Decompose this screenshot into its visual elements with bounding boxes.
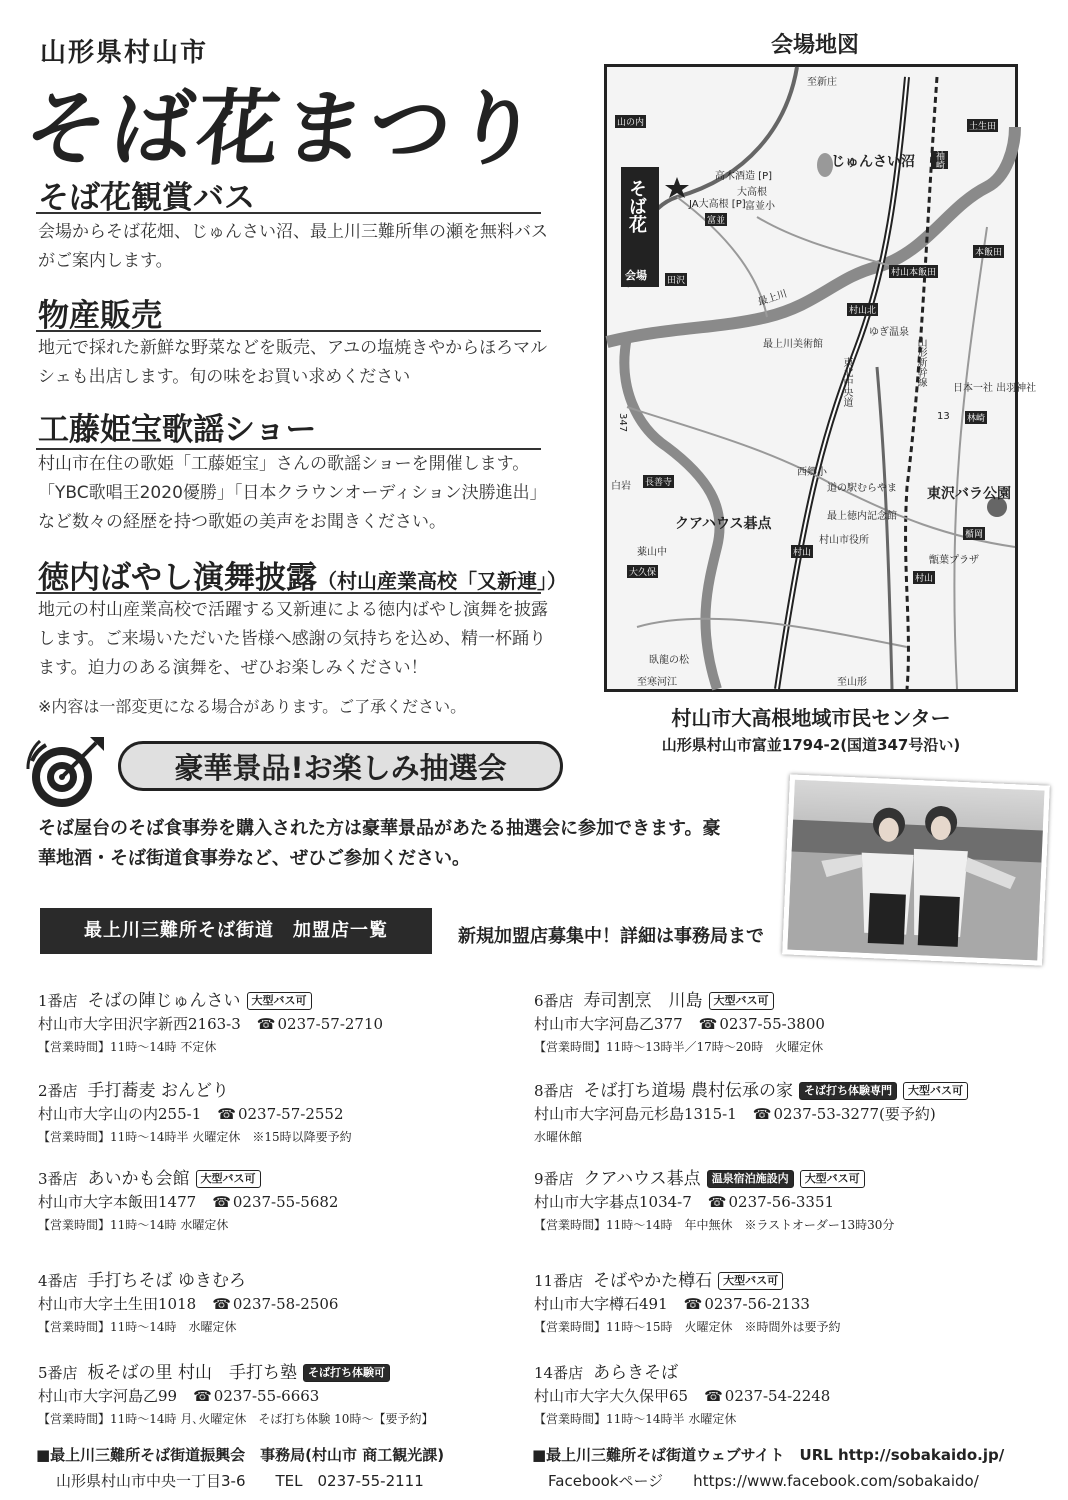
map-label-bara: 東沢バラ公園: [927, 486, 1011, 502]
shop-contact-line: [38, 1191, 528, 1212]
map-label-yamanouchi: 山の内: [615, 115, 646, 128]
map-label-tsuchiuda: 土生田: [967, 119, 998, 132]
shop-entry: [38, 1164, 528, 1233]
shop-contact-line: [38, 1013, 528, 1034]
shop-hours: 【営業時間】11時～14時 年中無休 ※ラストオーダー13時30分: [534, 1218, 895, 1232]
shop-phone[interactable]: ☎ 0237-55-5682: [212, 1193, 338, 1211]
map-label-takagi: 高木酒造 [P]: [715, 171, 773, 182]
map-label-ohtakane: 大高根: [737, 187, 767, 198]
map-label-tohoku: 東北中央道: [841, 357, 852, 407]
section-dance-subtitle: （村山産業高校「又新連」）: [317, 569, 567, 593]
map-label-mogami-river: 最上川: [756, 288, 789, 309]
map-label-kaigen: 甑葉プラザ: [929, 555, 979, 566]
shop-name: あいかも会館: [87, 1169, 190, 1189]
shop-tag: 大型バス可: [709, 992, 774, 1010]
shop-hours: 【営業時間】11時～14時 不定休: [38, 1040, 217, 1054]
shop-hours: 【営業時間】11時～14時半 火曜定休 ※15時以降要予約: [38, 1130, 352, 1144]
shop-name: 寿司割烹 川島: [583, 991, 703, 1011]
shop-contact-line: [534, 1103, 1024, 1124]
map-label-r347: 347: [617, 413, 628, 433]
shop-hours: 【営業時間】11時～14時 水曜定休: [38, 1320, 237, 1334]
map-label-tominami-school: 富並小: [745, 201, 775, 212]
shop-address: 村山市大字碁点1034-7: [534, 1193, 692, 1211]
shop-number: 3番店: [38, 1170, 78, 1188]
shop-name: そばの陣じゅんさい: [87, 991, 241, 1011]
map-label-hayashi: 林崎: [965, 411, 987, 424]
shop-tag: 大型バス可: [800, 1170, 865, 1188]
shop-entry: [534, 1266, 1024, 1335]
shop-hours: 【営業時間】11時～14時半 水曜定休: [534, 1412, 737, 1426]
map-title: 会場地図: [770, 33, 859, 58]
section-dance-title: [38, 552, 567, 597]
shop-name: 手打ちそば ゆきむろ: [87, 1271, 246, 1291]
shop-number: 5番店: [38, 1364, 78, 1382]
shops-list-header: 最上川三難所そば街道 加盟店一覧: [40, 908, 432, 954]
map-label-yakushi: 薬山中: [637, 547, 667, 558]
shop-entry: [534, 1076, 1024, 1145]
map-label-to-sagae: 至寒河江: [637, 677, 677, 688]
map-label-kurhaus: クアハウス碁点: [675, 516, 772, 532]
shop-entry: [534, 1164, 1024, 1233]
shop-contact-line: [534, 1293, 1024, 1314]
shop-tag: そば打ち体験専門: [799, 1082, 897, 1100]
shop-name: あらきそば: [593, 1363, 679, 1383]
shop-contact-line: [38, 1385, 528, 1406]
map-label-tokunai: 最上徳内記念館: [827, 511, 897, 522]
section-market-title: 物産販売: [38, 298, 162, 334]
map-label-ic-hagi: 村山北: [847, 303, 878, 316]
shop-phone[interactable]: ☎ 0237-57-2552: [217, 1105, 343, 1123]
map-label-nishigou: 西郷小: [797, 467, 827, 478]
shop-number: 2番店: [38, 1082, 78, 1100]
map-label-shiyakusho: 村山市役所: [819, 535, 869, 546]
map-label-motoida: 本飯田: [973, 245, 1004, 258]
shop-number: 1番店: [38, 992, 78, 1010]
map-label-nagasaki: 長善寺: [643, 475, 674, 488]
map-label-sobahana: そば花: [626, 179, 647, 233]
shop-phone[interactable]: ☎ 0237-53-3277(要予約): [753, 1105, 936, 1123]
map-label-tazawa: 田沢: [665, 273, 687, 286]
shop-phone[interactable]: ☎ 0237-56-3351: [708, 1193, 834, 1211]
shop-phone[interactable]: ☎ 0237-55-3800: [699, 1015, 825, 1033]
change-note: ※内容は一部変更になる場合があります。ご了承ください。: [38, 697, 467, 716]
map-label-michinoeki: 道の駅むらやま: [827, 483, 897, 494]
shop-address: 村山市大字河島乙377: [534, 1015, 683, 1033]
shop-title-line: [38, 986, 528, 1011]
map-label-ohkubo: 大久保: [627, 565, 658, 578]
map-label-sodesaki: 袖崎: [931, 151, 948, 169]
event-title: そば花まつり: [20, 81, 547, 177]
shop-phone[interactable]: ☎ 0237-56-2133: [684, 1295, 810, 1313]
shop-address: 村山市大字土生田1018: [38, 1295, 197, 1313]
target-icon: [20, 733, 110, 813]
recruit-notice: 新規加盟店募集中！詳細は事務局まで: [458, 926, 764, 947]
map-label-ja: JA大高根 [P]: [689, 199, 746, 210]
shop-tag: 大型バス可: [903, 1082, 968, 1100]
shop-title-line: [534, 1076, 1024, 1101]
venue-name: 村山市大高根地域市民センター: [671, 706, 951, 730]
shop-contact-line: [534, 1385, 1024, 1406]
shop-address: 村山市大字田沢字新西2163-3: [38, 1015, 241, 1033]
shop-hours: 【営業時間】11時～14時 月､火曜定休 そば打ち体験 10時～【要予約】: [38, 1412, 434, 1426]
map-label-shirako: 白岩: [611, 481, 631, 492]
shop-hours: 【営業時間】11時～15時 火曜定休 ※時間外は要予約: [534, 1320, 841, 1334]
shop-contact-line: [38, 1103, 528, 1124]
prefecture-label: 山形県村山市: [40, 38, 209, 68]
shop-address: 村山市大字大久保甲65: [534, 1387, 689, 1405]
shop-title-line: [38, 1076, 528, 1101]
section-divider: [36, 330, 541, 332]
shop-number: 6番店: [534, 992, 574, 1010]
shop-address: 村山市大字樽石491: [534, 1295, 668, 1313]
section-bus-title: そば花観賞バス: [38, 180, 255, 216]
shop-name: そば打ち道場 農村伝承の家: [583, 1081, 793, 1101]
shop-name: 板そばの里 村山 手打ち塾: [87, 1363, 297, 1383]
shop-address: 村山市大字河島元杉島1315-1: [534, 1105, 737, 1123]
dancers-photo: [782, 774, 1050, 965]
shop-title-line: [534, 1358, 1024, 1383]
shop-tag: そば打ち体験可: [303, 1364, 390, 1382]
shop-tag: 大型バス可: [196, 1170, 261, 1188]
map-label-museum: 最上川美術館: [763, 339, 823, 350]
map-label-to-yamagata: 至山形: [837, 677, 867, 688]
footer-website[interactable]: ■最上川三難所そば街道ウェブサイト URL http://sobakaido.jp/: [532, 1446, 1005, 1464]
lottery-text: そば屋台のそば食事券を購入された方は豪華景品があたる抽選会に参加できます。豪華地酒・そば街道食事券など、ぜひご参加ください。: [38, 818, 721, 869]
section-dance-body: 地元の村山産業高校で活躍する又新連による徳内ばやし演舞を披露します。ご来場いただいた皆様へ感謝の気持ちを込め、精一杯踊ります。迫力のある演舞を、ぜひお楽しみください！: [38, 600, 548, 678]
shop-tag: 大型バス可: [247, 992, 312, 1010]
shop-tag: 温泉宿泊施設内: [707, 1170, 794, 1188]
map-label-junsai: じゅんさい沼: [831, 154, 915, 170]
shop-number: 14番店: [534, 1364, 584, 1382]
section-market-body: 地元で採れた新鮮な野菜などを販売、アユの塩焼きやからほろマルシェも出店します。旬の味をお買い求めください: [38, 338, 548, 387]
shop-title-line: [38, 1358, 528, 1383]
shop-phone[interactable]: ☎ 0237-54-2248: [704, 1387, 830, 1405]
map-label-ic-murayama: 村山: [791, 545, 813, 558]
shop-entry: [38, 1266, 528, 1335]
map-label-nihon: 日本一社 出羽神社: [953, 383, 1037, 394]
shop-number: 8番店: [534, 1082, 574, 1100]
shop-name: クアハウス碁点: [583, 1169, 701, 1189]
map-label-tatsuno: 楯岡: [963, 527, 985, 540]
map-label-sakura: 臥龍の松: [649, 655, 689, 666]
map-label-fusen: 富並: [705, 213, 727, 226]
footer-org-address: 山形県村山市中央一丁目3-6 TEL 0237-55-2111: [56, 1472, 424, 1490]
shop-hours: 水曜休館: [534, 1130, 583, 1144]
shop-address: 村山市大字本飯田1477: [38, 1193, 197, 1211]
shop-entry: [38, 1076, 528, 1145]
section-show-body: 村山市在住の歌姫「工藤姫宝」さんの歌謡ショーを開催します。「YBC歌唱王2020優勝」「日本クラウンオーディション決勝進出」など数々の経歴を持つ歌姫の美声をお聞きください。: [38, 454, 547, 532]
shop-entry: [38, 1358, 528, 1427]
shop-title-line: [38, 1164, 528, 1189]
shop-tag: 大型バス可: [718, 1272, 783, 1290]
map-label-to-shinjo: 至新庄: [807, 77, 837, 88]
venue-map: [604, 64, 1037, 692]
shop-contact-line: [38, 1293, 528, 1314]
shop-number: 11番店: [534, 1272, 584, 1290]
shop-address: 村山市大字山の内255-1: [38, 1105, 202, 1123]
shop-title-line: [534, 1266, 1024, 1291]
section-divider: [36, 212, 541, 214]
venue-address: 山形県村山市富並1794-2(国道347号沿い): [661, 736, 961, 754]
footer-org: ■最上川三難所そば街道振興会 事務局(村山市 商工観光課): [36, 1446, 445, 1464]
map-label-yuzu: ゆぎ温泉: [869, 327, 909, 338]
shop-phone[interactable]: ☎ 0237-58-2506: [212, 1295, 338, 1313]
shop-hours: 【営業時間】11時～14時 水曜定休: [38, 1218, 229, 1232]
shop-number: 9番店: [534, 1170, 574, 1188]
section-bus-body: 会場からそば花畑、じゅんさい沼、最上川三難所隼の瀬を無料バスがご案内します。: [38, 222, 548, 271]
map-label-shinkansen: 山形新幹線: [915, 337, 926, 387]
shop-entry: [534, 986, 1024, 1055]
shop-entry: [534, 1358, 1024, 1427]
shop-number: 4番店: [38, 1272, 78, 1290]
section-show-title: 工藤姫宝歌謡ショー: [38, 412, 317, 448]
section-dance-title-text: 徳内ばやし演舞披露: [38, 560, 317, 596]
shop-phone[interactable]: ☎ 0237-57-2710: [257, 1015, 383, 1033]
shop-phone[interactable]: ☎ 0237-55-6663: [193, 1387, 319, 1405]
shop-contact-line: [534, 1191, 1024, 1212]
map-label-ic-hondaida: 村山本飯田: [889, 265, 938, 278]
footer-facebook[interactable]: Facebookページ https://www.facebook.com/sobakaido/: [548, 1472, 979, 1490]
shop-name: 手打蕎麦 おんどり: [87, 1081, 229, 1101]
shop-title-line: [534, 986, 1024, 1011]
shop-contact-line: [534, 1013, 1024, 1034]
shop-address: 村山市大字河島乙99: [38, 1387, 178, 1405]
map-label-venue: 会場: [625, 269, 647, 282]
section-divider: [36, 592, 541, 594]
lottery-banner: 豪華景品!お楽しみ抽選会: [118, 741, 563, 791]
shop-name: そばやかた樽石: [593, 1271, 713, 1291]
shop-title-line: [38, 1266, 528, 1291]
map-graphic: [607, 67, 1015, 689]
shop-title-line: [534, 1164, 1024, 1189]
shop-entry: [38, 986, 528, 1055]
shop-hours: 【営業時間】11時～13時半／17時～20時 火曜定休: [534, 1040, 824, 1054]
map-label-r13: 13: [937, 411, 950, 422]
map-label-murayama-station: 村山: [913, 571, 935, 584]
